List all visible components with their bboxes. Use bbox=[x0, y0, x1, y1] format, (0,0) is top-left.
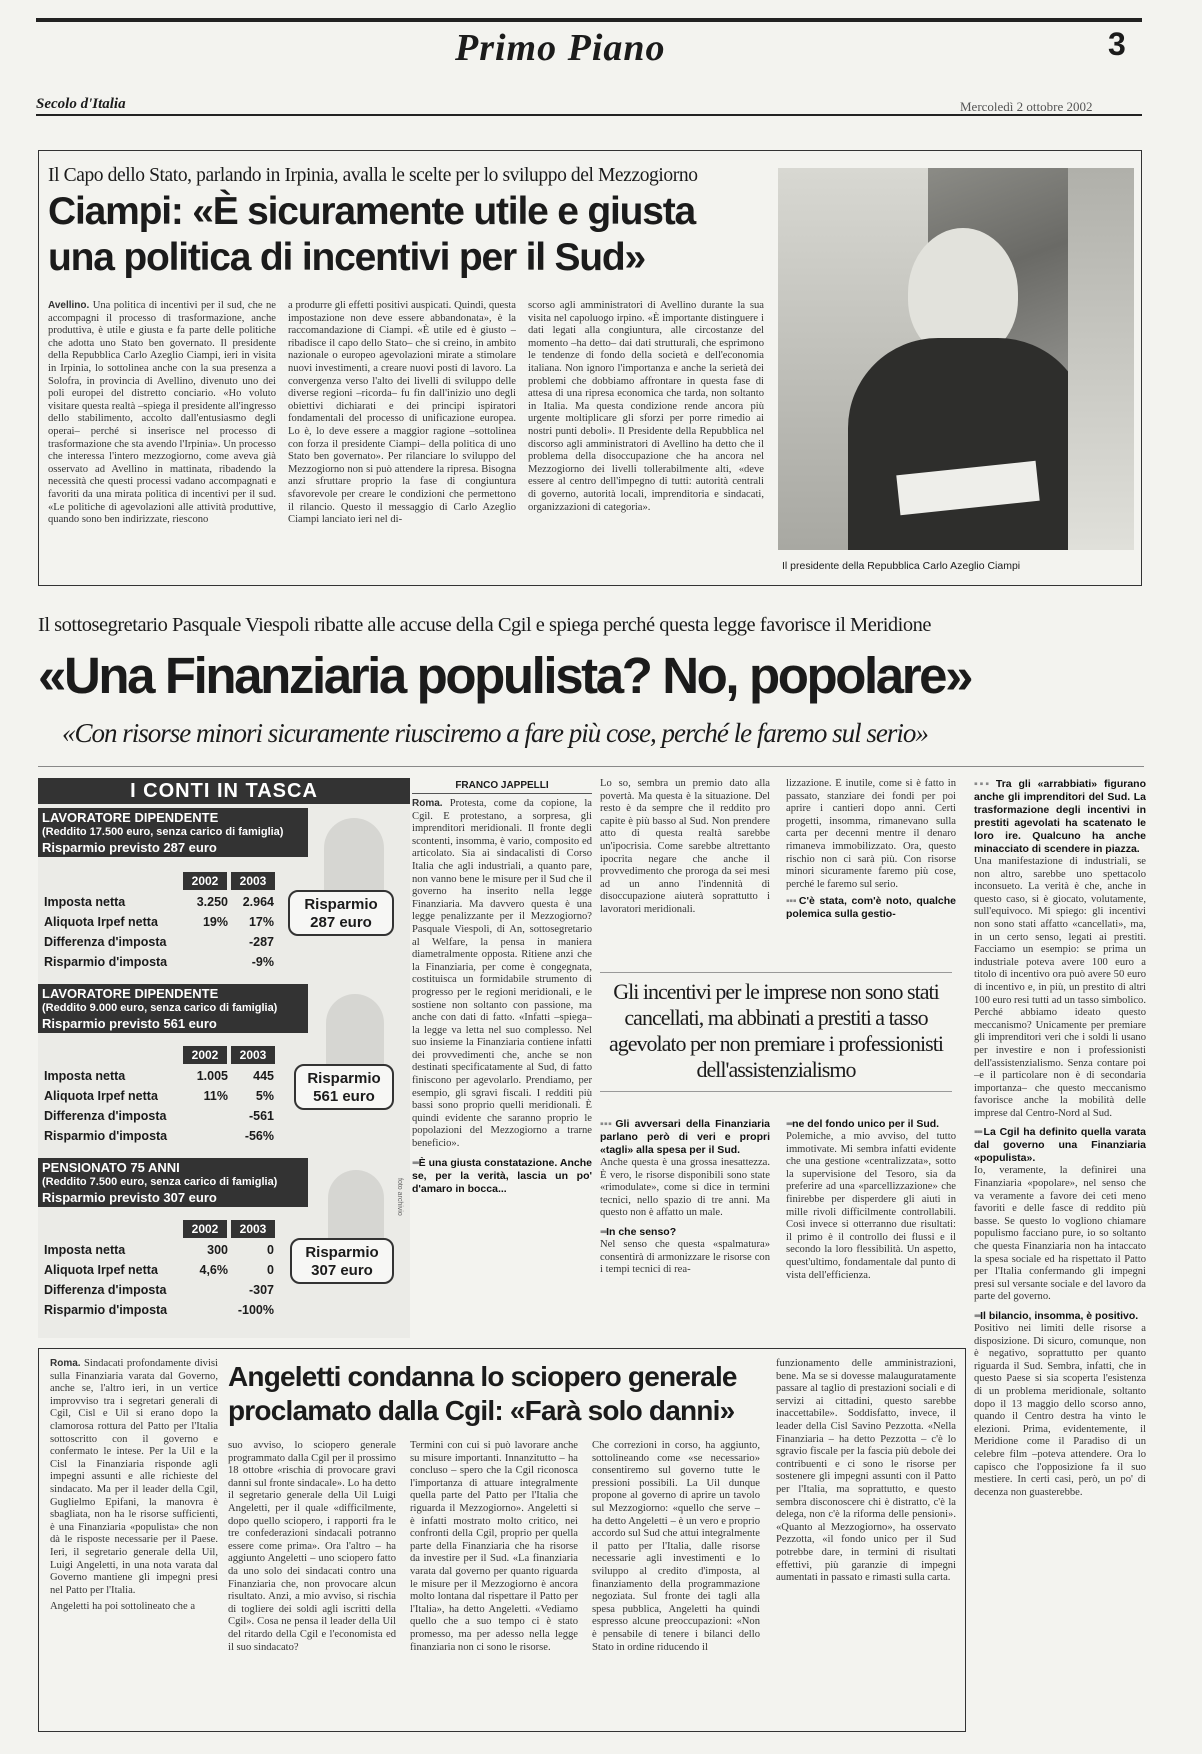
article2-lower-subhead3: ▪▪▪ ne del fondo unico per il Sud. bbox=[786, 1118, 956, 1131]
section1-bubble bbox=[288, 890, 394, 936]
article3-col3: Termini con cui si può lavorare anche su misure importanti. Innanzitutto – ha concluso – spero che la Cgil riconosca l'importanza di attuare integralmente quella parte del Patto per l'Italia che riguarda il Mezzogiorno». Angeletti si è infatti mostrato molto critico, nei confronti della Cgil, proprio per quella parte della Finanziaria che ha risorse da investire per il Sud. «La finanziaria varata dal governo per quanto riguarda le misure per il Mezzogiorno è ancora molto lontana dal rispettare il Patto per l'Italia», ha detto Angeletti. «Vediamo quello che a suo tempo ci è stato promesso, ma per adesso nella legge finanziaria non ci sono le risorse. bbox=[410, 1440, 578, 1653]
article2-byline: FRANCO JAPPELLI bbox=[412, 780, 592, 794]
section3-header bbox=[38, 1158, 308, 1207]
section3-income: (Reddito 7.500 euro, senza carico di famiglia) bbox=[42, 1176, 278, 1188]
article3-headline-line1: Angeletti condanna lo sciopero generale bbox=[228, 1361, 737, 1392]
section3-bubble-line1: Risparmio bbox=[305, 1244, 379, 1261]
section1-row3-label: Differenza d'imposta bbox=[44, 935, 167, 949]
article2-lower-col1-text: Anche questa è una grossa inesattezza. È vero, le risorse disponibili sono state «rimodulate», come si dice in termini tecnici, nello spazio di tre anni. Ma questo non è affatto un male. bbox=[600, 1157, 770, 1219]
article3-col1-text: Sindacati profondamente divisi sulla Finanziaria varata dal Governo, anche se, l'altro ieri, in un vertice improvviso tra i segretari generali di Cgil, Cisl e Uil si erano dopo la clamorosa rottura del Patto per l'Italia sottoscritto con il governo e confermato le intese. Per la Uil e la Cisl la Finanziaria risponde agli impegni assunti e alle richieste del sindacato. Ma per il leader della Cgil, Guglielmo Epifani, la manovra è sbagliata, non ha le risorse sufficienti, è una Finanziaria «populista» che non dà le risposte necessarie per il Paese. Ieri, il segretario generale della Uil, Luigi Angeletti, in una nota varata dal Governo mantiene gli impegni presi nel Patto per l'Italia. bbox=[50, 1358, 218, 1596]
article2-pullquote: Gli incentivi per le imprese non sono stati cancellati, ma abbinati a prestiti a tasso agevolato per non premiare i professionisti dell'assistenzialismo bbox=[600, 972, 952, 1092]
section2-row2-label: Aliquota Irpef netta bbox=[44, 1089, 158, 1103]
article2-lower-subhead2: ▪▪▪ In che senso? bbox=[600, 1226, 770, 1239]
section1-row1-label: Imposta netta bbox=[44, 895, 126, 909]
article3-col5: funzionamento delle amministrazioni, bene. Ma se si dovesse malauguratamente passare al taglio di prestazioni sociali e di servizi ai cittadini, questo sarebbe inaccettabile». Soddisfatto, invece, il leader della Cisl Savino Pezzotta. «Nella Finanziaria – ha detto Pezzotta – c'è lo sgravio fiscale per la fascia più debole dei contribuenti e ci sono le risorse per sostenere gli impegni assunti con il Patto per l'Italia, ma soprattutto, e questo sembra disconoscere chi è distratto, c'è la delega, non c'è la riforma delle pensioni». «Quanto al Mezzogiorno», ha osservato Pezzotta, «il fondo unico per il Sud potrebbe dare, in termini di risultati effettivi, più garanzie di impegni aumentati in passato e rimasti sulla carta. bbox=[776, 1358, 956, 1584]
section2-savings: Risparmio previsto 561 euro bbox=[42, 1016, 217, 1031]
article2-right-col2-text: Io, veramente, la definirei una Finanziaria «popolare», nel senso che va veramente a favore dei ceti meno favoriti e delle fasce di reddito più basse. Se questo lo vogliono chiamare populismo facciano pure, io so soltanto che questa Finanziaria non ha intaccato la spesa sociale ed ha rispettato il Patto per l'Italia confermando gli impegni presi sul versante sociale e del lavoro da parte del governo. bbox=[974, 1165, 1146, 1303]
section3-row1-label: Imposta netta bbox=[44, 1243, 126, 1257]
section1-table bbox=[44, 892, 284, 976]
article2-col2: Lo so, sembra un premio dato alla povertà. Ma questa è la situazione. Del resto è da sempre che il reddito pro capite è più basso al Sud. Non prendere atto di questa realtà sarebbe un'ipocrisia. Come sarebbe altrettanto ipocrita negare che anche il provvedimento che proroga da sei mesi ad un anno l'indennità di disoccupazione aiuterà soprattutto i lavoratori meridionali. bbox=[600, 778, 770, 915]
section2-year-2003: 2003 bbox=[231, 1046, 275, 1064]
section3-year-2002: 2002 bbox=[183, 1220, 227, 1238]
section3-bubble bbox=[290, 1238, 394, 1284]
conti-box bbox=[38, 778, 410, 1338]
article1-headline-line1: Ciampi: «È sicuramente utile e giusta bbox=[48, 190, 695, 233]
section2-table bbox=[44, 1066, 284, 1150]
article1-headline-line2: una politica di incentivi per il Sud» bbox=[48, 236, 646, 279]
conti-section-1 bbox=[38, 808, 308, 857]
section3-row1-2002: 300 bbox=[207, 1243, 228, 1257]
article1-kicker: Il Capo dello Stato, parlando in Irpinia, avalla le scelte per lo sviluppo del Mezzogiorno bbox=[48, 165, 698, 186]
header-rule-bottom bbox=[36, 114, 1142, 116]
article2-col1 bbox=[412, 798, 592, 1300]
header-rule-top bbox=[36, 18, 1142, 22]
section2-bubble bbox=[294, 1064, 394, 1110]
section3-row1-2003: 0 bbox=[267, 1243, 274, 1257]
section1-row4-2003: -9% bbox=[251, 955, 274, 969]
ciampi-photo bbox=[778, 168, 1134, 550]
photo-caption: Il presidente della Repubblica Carlo Azeglio Ciampi bbox=[782, 560, 1021, 572]
article2-right-subhead3: ▪▪▪ Il bilancio, insomma, è positivo. bbox=[974, 1310, 1146, 1323]
article2-right-subhead1: ▪▪▪ Tra gli «arrabbiati» figurano anche gli imprenditori del Sud. La trasformazione degli incentivi in prestiti agevolati ha scatenato le loro ire. Qualcuno ha anche minacciato di scendere in piazza. bbox=[974, 778, 1146, 856]
conti-box-title: I CONTI IN TASCA bbox=[38, 778, 410, 804]
article2-kicker: Il sottosegretario Pasquale Viespoli ribatte alle accuse della Cgil e spiega perché questa legge favorisce il Meridione bbox=[38, 614, 931, 636]
section1-year-2002: 2002 bbox=[183, 872, 227, 890]
conti-section-2 bbox=[38, 984, 308, 1033]
section1-bubble-line2: 287 euro bbox=[310, 914, 372, 931]
issue-date: Mercoledì 2 ottobre 2002 bbox=[960, 99, 1093, 114]
article2-col3-text: lizzazione. È inutile, come si è fatto in passato, stanziare dei fondi per poi aprire i cantieri dopo anni. Certi progetti, insomma, rimanevano sulla carta per decenni mentre il denaro rimaneva immobilizzato. Ora, questo rischio non ci sarà più. Con risorse minori sicuramente faremo più cose, perché le faremo sul serio. bbox=[786, 778, 956, 890]
article1-col1-text: Una politica di incentivi per il sud, che ne accompagni il processo di trasformazione, anche produttiva, è utile e giusta e fa parte delle politiche che adotta uno Stato ben governato. Il presidente della Repubblica Carlo Azeglio Ciampi, ieri in visita in Irpinia, lo sottolinea anche con la sua presenza a Solofra, in provincia di Avellino, divenuto uno dei poli europei del distretto conciario. «Ho voluto visitare questa realtà –spiega il presidente all'ingresso dello stabilimento, accolto dall'entusiasmo degli operai– perché si inserisce nel processo di trasformazione che sta avendo l'Irpinia». Un processo che interessa l'intero mezzogiorno, come aveva già osservato ad Avellino in mattinata, ribadendo la necessità che questi processi vadano accompagnati e favoriti da una mirata politica di incentivi per il sud. «Le politiche di agevolazioni alle attività produttive, quando sono ben indirizzate, riescono bbox=[48, 300, 276, 526]
article3-dateline: Roma. bbox=[50, 1358, 81, 1369]
section3-row2-2002: 4,6% bbox=[199, 1263, 228, 1277]
section2-row1-2002: 1.005 bbox=[196, 1069, 228, 1083]
paper-name: Secolo d'Italia bbox=[36, 96, 126, 112]
section1-year-2003: 2003 bbox=[231, 872, 275, 890]
conti-section-3 bbox=[38, 1158, 308, 1207]
section2-row2-2003: 5% bbox=[255, 1089, 274, 1103]
article2-right-col3-text: Positivo nei limiti delle risorse a disposizione. Di sicuro, comunque, non è negativo, soprattutto per quanto riguarda il Sud. Sembra, infatti, che in questo Paese si sia scoperta l'esistenza di un problema meridionale, soltanto dopo il 13 maggio dello scorso anno, quando il Centro destra ha vinto le elezioni. Prima, evidentemente, il Meridione come il Paradiso di un celebre film –poteva attendere. Ora lo capisco che l'opposizione fa il suo mestiere. In certi casi, però, un po' di decenza non guasterebbe. bbox=[974, 1323, 1146, 1498]
article2-col3 bbox=[786, 778, 956, 958]
section3-row3-2003: -307 bbox=[248, 1283, 274, 1297]
section1-savings: Risparmio previsto 287 euro bbox=[42, 840, 217, 855]
section3-title: PENSIONATO 75 ANNI bbox=[42, 1160, 180, 1175]
article2-right-col1-text: Una manifestazione di industriali, se non altro, sarebbe uno spettacolo inconsueto. La verità è che, anche in questo caso, si è giocato, volutamente, sull'equivoco. Mi spiego: gli incentivi non sono stati affatto «cancellati», ma, in un certo senso, legati ai prestiti. Facciamo un esempio: se prima un industriale poteva avere 100 euro a titolo di incentivo ora può avere 50 euro di incentivo e, in più, un prestito di altri 100 euro resi tutti ad un tasso simbolico. Perché abbiamo ideato questo meccanismo? Unicamente per premiare gli imprenditori veri che i soldi li usano per investire e non i professionisti dell'assistenzialismo. Senza contare poi –e il particolare non è di secondaria importanza– che questo meccanismo favorisce anche la mobilità delle imprese dal Centro-Nord al Sud. bbox=[974, 856, 1146, 1119]
article2-col1-text: Protesta, come da copione, la Cgil. E protestano, a sorpresa, gli imprenditori meridionali. Il fronte degli scontenti, insomma, è vario, composito ed articolato. Sia ai sindacalisti di Corso Italia che agli industriali, a quanto pare, non vanno bene le misure per il Sud che il governo ha inserito nella legge Finanziaria. Ma davvero questa è una legge penalizzante per il Mezzogiorno? Pasquale Viespoli, di An, sottosegretario al Welfare, la pensa in maniera diametralmente opposta. Ritiene anzi che la Finanziaria, per come è congegnata, costituisca un formidabile strumento di progresso per le regioni meridionali, e le sostiene non soltanto con passione, ma anche con dati di fatto. «Infatti –spiega– la legge va letta nel suo complesso. Nel suo insieme la Finanziaria contiene infatti dei provvedimenti che, anche se non destinati specificatamente al Sud, di fatto finiscono per agevolarlo. Prendiamo, per esempio, gli sgravi fiscali. I redditi più bassi sono proprio quelli meridionali. È quindi evidente che saranno proprio le popolazioni del Mezzogiorno a trarne beneficio». bbox=[412, 798, 592, 1150]
article2-right-subhead2: ▪▪▪ La Cgil ha definito quella varata dal governo una Finanziaria «populista». bbox=[974, 1126, 1146, 1165]
article2-lower-col2 bbox=[786, 1118, 956, 1318]
section3-row2-label: Aliquota Irpef netta bbox=[44, 1263, 158, 1277]
section2-row4-label: Risparmio d'imposta bbox=[44, 1129, 168, 1143]
section1-row3-2003: -287 bbox=[248, 935, 274, 949]
section1-title: LAVORATORE DIPENDENTE bbox=[42, 810, 219, 825]
article2-lower-col2-text: Polemiche, a mio avviso, del tutto immotivate. Mi sembra infatti evidente che una gestione «centralizzata», sotto la supervisione del Tesoro, sia da preferire ad una «parcellizzazione» che finirebbe per disperdere gli aiuti in mille rivoli difficilmente controllabili. Così invece si otterranno due risultati: il primo è il controllo dei flussi e il secondo la loro flessibilità. Un aspetto, quest'ultimo, fondamentale dal punto di vista dell'efficienza. bbox=[786, 1131, 956, 1281]
article3-col4: Che correzioni in corso, ha aggiunto, sottolineando come «se necessario» consentiremo sul governo tutte le pressioni possibili. La Uil dunque propone al governo di aprire un tavolo sul Mezzogiorno: «quello che serve – ha detto Angeletti – è un vero e proprio accordo sul Sud che attui integralmente il patto per l'Italia, dalle risorse necessarie agli investimenti e lo sviluppo al credito d'imposta, al finanziamento della programmazione negoziata. Sul fronte dei tagli alla spesa pubblica, Angeletti ha quindi espresso alcune preoccupazioni: «Non è pensabile di tenere i bilanci dello Stato in ordine riducendo il bbox=[592, 1440, 760, 1653]
section2-row1-label: Imposta netta bbox=[44, 1069, 126, 1083]
article2-lower-col1 bbox=[600, 1118, 770, 1318]
section2-title: LAVORATORE DIPENDENTE bbox=[42, 986, 219, 1001]
photo-body bbox=[848, 338, 1088, 550]
section2-year-2002: 2002 bbox=[183, 1046, 227, 1064]
page-number: 3 bbox=[1108, 26, 1126, 62]
section1-row2-2002: 19% bbox=[202, 915, 228, 929]
section2-row3-2003: -561 bbox=[248, 1109, 274, 1123]
article2-subheadline: «Con risorse minori sicuramente riusciremo a fare più cose, perché le faremo sul serio» bbox=[62, 718, 928, 748]
article3-col2: suo avviso, lo sciopero generale programmato dalla Cgil per il prossimo 18 ottobre «rischia di provocare gravi danni sul fronte sindacale». Lo ha detto il segretario generale della Uil Luigi Angeletti, per il quale «difficilmente, dopo quello sciopero, i rapporti fra le tre confederazioni sindacali potranno essere come prima». Ora l'altro – ha aggiunto Angeletti – uno sciopero fatto da uno solo dei sindacati contro una Finanziaria che, non provocare alcun risultato. Anzi, a mio avviso, si rischia di togliere dei soldi agli iscritti della Cgil». Cosa ne pensa il leader della Uil del ritardo della Cgil e l'economista ed il suo sindacato? bbox=[228, 1440, 396, 1653]
section1-row2-label: Aliquota Irpef netta bbox=[44, 915, 158, 929]
section2-row2-2002: 11% bbox=[203, 1089, 228, 1103]
photo-credit: foto archivio bbox=[396, 1178, 403, 1216]
section1-row1-2003: 2.964 bbox=[242, 895, 274, 909]
article2-lower-subhead1: ▪▪▪ Gli avversari della Finanziaria parlano però di veri e propri «tagli» alla spesa per il Sud. bbox=[600, 1118, 770, 1157]
photo-right-frame bbox=[1068, 168, 1134, 550]
section2-income: (Reddito 9.000 euro, senza carico di famiglia) bbox=[42, 1002, 278, 1014]
article3-headline-line2: proclamato dalla Cgil: «Farà solo danni» bbox=[228, 1395, 735, 1426]
section1-row2-2003: 17% bbox=[248, 915, 274, 929]
section3-table bbox=[44, 1240, 284, 1324]
article2-right-col bbox=[974, 778, 1146, 1728]
article2-col1-subhead: ▪▪▪ È una giusta constatazione. Anche se, per la verità, lascia un po' d'amaro in bocca... bbox=[412, 1157, 592, 1196]
section3-year-2003: 2003 bbox=[231, 1220, 275, 1238]
section1-row1-2002: 3.250 bbox=[196, 895, 228, 909]
section1-income: (Reddito 17.500 euro, senza carico di famiglia) bbox=[42, 826, 284, 838]
section2-row1-2003: 445 bbox=[253, 1069, 274, 1083]
article1-col3: scorso agli amministratori di Avellino durante la sua visita nel capoluogo irpino. «È importante distinguere i dati legati alla congiuntura, alle circostanze del momento –ha detto– dai dati strutturali, che esprimono le tendenze di fondo della società e dell'economia italiana. Non ignoro l'importanza e anche la serietà dei problemi che dobbiamo affrontare in questa fase di attesa di una ripresa economica che tarda, non soltanto in Italia. Ma questa condizione rende ancora più urgente moltiplicare gli sforzi per porre rimedio ai nostri punti deboli». Il Presidente della Repubblica nel discorso agli amministratori di Avellino ha detto che il problema della disoccupazione che ha ancora nel Mezzogiorno dei livelli tollerabilmente alti, «deve essere al centro dell'impegno di tutti: autorità centrali di governo, autorità locali, imprenditoria e sindacati, organizzazioni di categoria». bbox=[528, 300, 764, 513]
section3-row4-label: Risparmio d'imposta bbox=[44, 1303, 168, 1317]
section2-row4-2003: -56% bbox=[244, 1129, 274, 1143]
section1-row4-label: Risparmio d'imposta bbox=[44, 955, 168, 969]
section2-header bbox=[38, 984, 308, 1033]
section2-bubble-line1: Risparmio bbox=[307, 1070, 381, 1087]
section3-row2-2003: 0 bbox=[267, 1263, 274, 1277]
section3-bubble-line2: 307 euro bbox=[311, 1262, 373, 1279]
section3-savings: Risparmio previsto 307 euro bbox=[42, 1190, 217, 1205]
article2-col3-subhead: ▪▪▪ C'è stata, com'è noto, qualche polemica sulla gestio- bbox=[786, 895, 956, 921]
section-title: Primo Piano bbox=[455, 27, 666, 69]
article3-col1b-text: Angeletti ha poi sottolineato che a bbox=[50, 1601, 196, 1613]
section1-header bbox=[38, 808, 308, 857]
article2-lower-col1b-text: Nel senso che questa «spalmatura» consentirà di armonizzare le risorse con i tempi tecnici di rea- bbox=[600, 1238, 770, 1276]
article1-dateline: Avellino. bbox=[48, 300, 90, 311]
article3-col1 bbox=[50, 1358, 218, 1726]
article2-dateline: Roma. bbox=[412, 798, 443, 809]
section3-row3-label: Differenza d'imposta bbox=[44, 1283, 167, 1297]
article1-col1 bbox=[48, 300, 276, 578]
section1-bubble-line1: Risparmio bbox=[304, 896, 378, 913]
article1-col2: a produrre gli effetti positivi auspicati. Quindi, questa impostazione non deve essere abbandonata», è la raccomandazione di Ciampi. «È utile ed è giusto –ribadisce il capo dello Stato– che si creino, in ambito nazionale o europeo agevolazioni mirate a stimolare nuovi investimenti, a creare nuovi posti di lavoro. La convergenza verso l'alto dei livelli di sviluppo delle diverse regioni –ricorda– fu fin dall'inizio uno degli obiettivi dichiarati e dei principi ispiratori fondamentali del processo di unificazione europea. Lo è, lo deve essere a maggior ragione –sottolinea con forza il presidente Ciampi– della politica di uno Stato ben governato». Per rilanciare lo sviluppo del Mezzogiorno non si può attendere la ripresa. Bisogna anzi sfruttare proprio la fase di congiuntura sfavorevole per creare le condizioni che permettono il rilancio. Questo il messaggio di Carlo Azeglio Ciampi lanciato ieri nel di- bbox=[288, 300, 516, 526]
article2-headline: «Una Finanziaria populista? No, popolare» bbox=[38, 647, 972, 704]
section2-bubble-line2: 561 euro bbox=[313, 1088, 375, 1105]
article2-rule bbox=[38, 766, 1144, 767]
section3-row4-2003: -100% bbox=[237, 1303, 274, 1317]
section2-row3-label: Differenza d'imposta bbox=[44, 1109, 167, 1123]
